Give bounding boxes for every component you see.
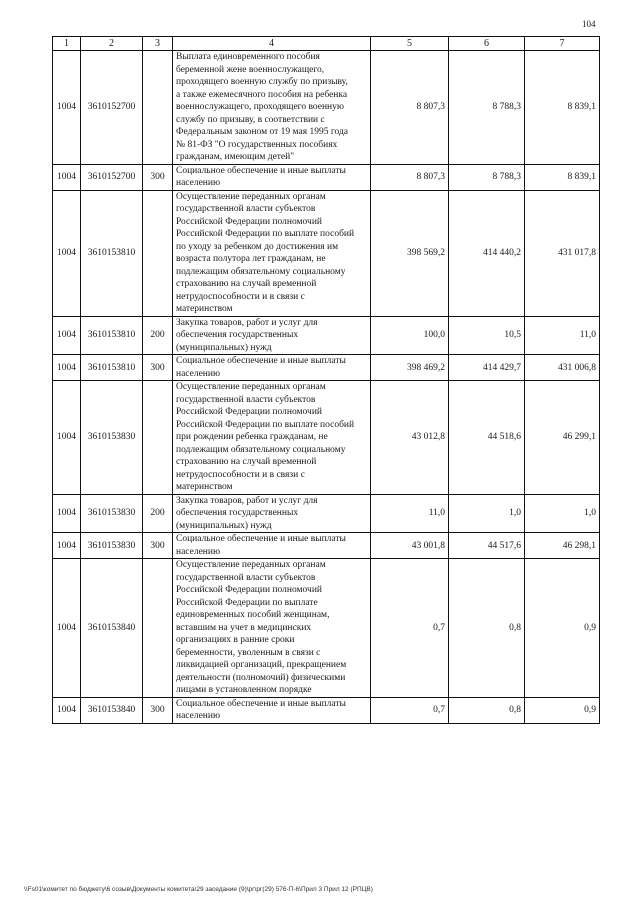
cell-amount-col-7: 46 299,1: [525, 381, 600, 495]
cell-amount-col-6: 0,8: [449, 697, 525, 723]
cell-expense-type: [143, 381, 173, 495]
cell-amount-col-7: 0,9: [525, 697, 600, 723]
description-line: обеспечения государственных: [176, 508, 299, 518]
cell-section: 1004: [53, 51, 81, 165]
cell-amount-col-6: 1,0: [449, 494, 525, 533]
cell-amount-col-5: 398 469,2: [371, 355, 449, 381]
description-line: Федеральным законом от 19 мая 1995 года: [176, 127, 349, 137]
table-row: [53, 51, 600, 165]
description-line: страхованию на случай временной: [176, 279, 317, 289]
cell-amount-col-7: 1,0: [525, 494, 600, 533]
cell-amount-col-5: 11,0: [371, 494, 449, 533]
cell-amount-col-6: 8 788,3: [449, 164, 525, 190]
header-col-1: 1: [53, 37, 81, 51]
description-line: государственной власти субъектов: [176, 394, 316, 405]
description-line: Социальное обеспечение и иные выплаты: [176, 534, 346, 544]
cell-section: 1004: [53, 559, 81, 698]
cell-amount-col-7: 8 839,1: [525, 164, 600, 190]
cell-expense-type: 300: [143, 355, 173, 381]
cell-amount-col-5: 0,7: [371, 697, 449, 723]
description-line: населению: [176, 178, 221, 188]
description-line: Социальное обеспечение и иные выплаты: [176, 165, 346, 176]
header-col-4: 4: [173, 37, 371, 51]
description-line: (муниципальных) нужд: [176, 342, 272, 353]
header-col-2: 2: [81, 37, 143, 51]
cell-expense-type: [143, 559, 173, 698]
cell-description: [173, 316, 371, 355]
description-line: беременности, уволенным в связи с: [176, 647, 321, 658]
description-line: организациях в ранние сроки: [176, 635, 295, 645]
cell-amount-col-6: 414 429,7: [449, 355, 525, 381]
description-line: а также ежемесячного пособия на ребенка: [176, 89, 348, 100]
table-row: [53, 494, 600, 533]
description-line: Осуществление переданных органам: [176, 191, 326, 202]
page-number: 104: [582, 19, 596, 29]
cell-section: 1004: [53, 164, 81, 190]
description-line: военнослужащего, проходящего военную: [176, 102, 344, 112]
cell-expense-type: 200: [143, 316, 173, 355]
file-path-footer: \\Fs01\комитет по бюджету\6 созыв\Документы комитета\29 заседание (9)\рг\рг(29) 576-П-6\Прил 3 Прил 12 (РПЦВ): [24, 886, 373, 893]
description-line: Российской Федерации по выплате пособий: [176, 229, 355, 239]
cell-expense-type: [143, 190, 173, 316]
cell-section: 1004: [53, 190, 81, 316]
cell-amount-col-6: 8 788,3: [449, 51, 525, 165]
description-line: страхованию на случай временной: [176, 457, 317, 467]
cell-amount-col-5: 43 001,8: [371, 533, 449, 559]
header-col-5: 5: [371, 37, 449, 51]
cell-description: [173, 381, 371, 495]
cell-article: 3610153840: [81, 559, 143, 698]
budget-table: [52, 36, 600, 724]
description-line: по уходу за ребенком до достижения им: [176, 241, 339, 252]
description-line: Российской Федерации по выплате пособий: [176, 419, 355, 430]
header-col-3: 3: [143, 37, 173, 51]
cell-section: 1004: [53, 697, 81, 723]
table-row: [53, 316, 600, 355]
cell-amount-col-6: 0,8: [449, 559, 525, 698]
cell-article: 3610153830: [81, 381, 143, 495]
description-line: Российской Федерации по выплате: [176, 597, 318, 608]
description-line: государственной власти субъектов: [176, 204, 316, 214]
cell-article: 3610153840: [81, 697, 143, 723]
description-line: Закупка товаров, работ и услуг для: [176, 317, 318, 328]
header-col-7: 7: [525, 37, 600, 51]
description-line: при рождении ребенка гражданам, не: [176, 432, 328, 442]
description-line: Социальное обеспечение и иные выплаты: [176, 698, 346, 709]
cell-section: 1004: [53, 533, 81, 559]
cell-amount-col-5: 398 569,2: [371, 190, 449, 316]
description-line: Осуществление переданных органам: [176, 560, 326, 570]
description-line: Закупка товаров, работ и услуг для: [176, 495, 318, 506]
description-line: государственной власти субъектов: [176, 572, 316, 583]
description-line: ликвидацией организаций, прекращением: [176, 660, 347, 670]
description-line: (муниципальных) нужд: [176, 520, 272, 531]
description-line: беременной жене военнослужащего,: [176, 64, 325, 75]
table-row: [53, 355, 600, 381]
description-line: единовременных пособий женщинам,: [176, 610, 330, 620]
cell-expense-type: 300: [143, 697, 173, 723]
cell-article: 3610153810: [81, 316, 143, 355]
description-line: деятельности (полномочий) физическими: [176, 672, 346, 683]
cell-amount-col-6: 44 517,6: [449, 533, 525, 559]
table-row: [53, 533, 600, 559]
cell-amount-col-7: 46 298,1: [525, 533, 600, 559]
description-line: материнством: [176, 482, 233, 492]
table-row: [53, 559, 600, 698]
cell-amount-col-7: 431 006,8: [525, 355, 600, 381]
cell-section: 1004: [53, 316, 81, 355]
cell-description: [173, 533, 371, 559]
cell-article: 3610152700: [81, 51, 143, 165]
description-line: Осуществление переданных органам: [176, 382, 326, 392]
table-header-row: [53, 37, 600, 51]
cell-amount-col-5: 100,0: [371, 316, 449, 355]
cell-description: [173, 190, 371, 316]
description-line: нетрудоспособности и в связи с: [176, 291, 305, 302]
description-line: № 81-ФЗ "О государственных пособиях: [176, 139, 338, 150]
description-line: подлежащим обязательному социальному: [176, 444, 346, 455]
cell-amount-col-5: 8 807,3: [371, 51, 449, 165]
cell-article: 3610152700: [81, 164, 143, 190]
description-line: обеспечения государственных: [176, 330, 299, 340]
cell-amount-col-6: 414 440,2: [449, 190, 525, 316]
cell-section: 1004: [53, 355, 81, 381]
description-line: населению: [176, 368, 221, 379]
description-line: населению: [176, 711, 221, 721]
description-line: возраста полутора лет гражданам, не: [176, 254, 326, 264]
description-line: Российской Федерации полномочий: [176, 216, 322, 227]
cell-article: 3610153830: [81, 533, 143, 559]
cell-description: [173, 355, 371, 381]
table-row: [53, 697, 600, 723]
cell-description: [173, 697, 371, 723]
cell-expense-type: 300: [143, 164, 173, 190]
description-line: вставшим на учет в медицинских: [176, 622, 312, 633]
cell-section: 1004: [53, 381, 81, 495]
cell-amount-col-5: 8 807,3: [371, 164, 449, 190]
table-row: [53, 190, 600, 316]
cell-article: 3610153830: [81, 494, 143, 533]
description-line: Российской Федерации полномочий: [176, 585, 322, 595]
table-row: [53, 164, 600, 190]
cell-expense-type: [143, 51, 173, 165]
description-line: подлежащим обязательному социальному: [176, 266, 346, 277]
description-line: лицами в установленном порядке: [176, 685, 312, 695]
cell-section: 1004: [53, 494, 81, 533]
cell-amount-col-6: 10,5: [449, 316, 525, 355]
description-line: Выплата единовременного пособия: [176, 52, 320, 62]
cell-amount-col-7: 0,9: [525, 559, 600, 698]
cell-amount-col-6: 44 518,6: [449, 381, 525, 495]
cell-description: [173, 164, 371, 190]
cell-description: [173, 51, 371, 165]
cell-amount-col-5: 43 012,8: [371, 381, 449, 495]
description-line: гражданам, имеющим детей": [176, 152, 295, 162]
cell-amount-col-7: 8 839,1: [525, 51, 600, 165]
cell-expense-type: 300: [143, 533, 173, 559]
description-line: проходящего военную службу по призыву,: [176, 77, 348, 87]
cell-description: [173, 559, 371, 698]
cell-article: 3610153810: [81, 190, 143, 316]
cell-article: 3610153810: [81, 355, 143, 381]
cell-amount-col-7: 431 017,8: [525, 190, 600, 316]
description-line: службу по призыву, в соответствии с: [176, 114, 325, 125]
description-line: Российской Федерации полномочий: [176, 407, 322, 417]
table-row: [53, 381, 600, 495]
description-line: материнством: [176, 304, 233, 314]
description-line: нетрудоспособности и в связи с: [176, 469, 305, 480]
description-line: населению: [176, 546, 221, 557]
cell-amount-col-7: 11,0: [525, 316, 600, 355]
description-line: Социальное обеспечение и иные выплаты: [176, 356, 346, 366]
cell-expense-type: 200: [143, 494, 173, 533]
cell-description: [173, 494, 371, 533]
cell-amount-col-5: 0,7: [371, 559, 449, 698]
header-col-6: 6: [449, 37, 525, 51]
